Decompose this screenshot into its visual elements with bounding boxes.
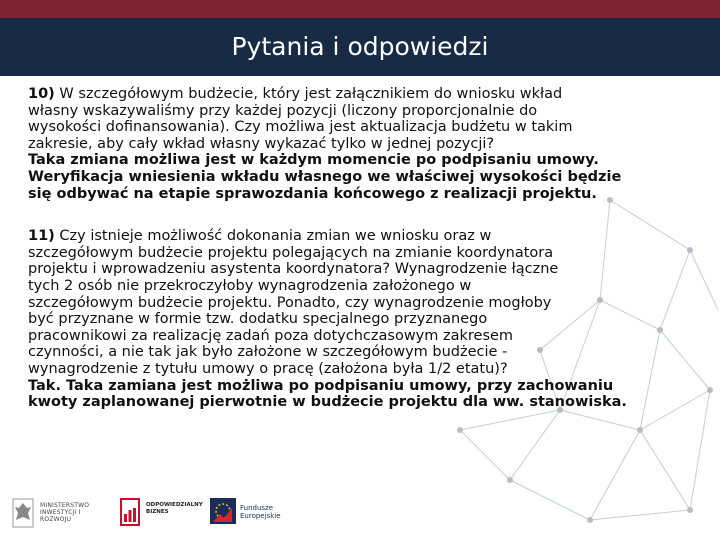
ministry-logo: [6, 490, 106, 536]
question-10: [28, 86, 648, 152]
answer-text-line: kwoty zaplanowanej pierwotnie w budżecie projektu dla ww. stanowiska.: [28, 394, 627, 411]
question-text-line: Czy istnieje możliwość dokonania zmian we wniosku oraz w: [59, 228, 492, 245]
answer-text-line: się odbywać na etapie sprawozdania końcowego z realizacji projektu.: [28, 185, 597, 202]
top-accent-stripe: [0, 0, 720, 18]
eagle-emblem-icon: [12, 498, 34, 528]
question-text-line: projektu i wprowadzeniu asystenta koordynatora? Wynagrodzenie łączne: [28, 261, 559, 278]
question-text-line: tych 2 osób nie przekroczyłoby wynagrodzenia założonego w: [28, 277, 472, 294]
answer-11: [28, 378, 648, 411]
qa-content: [28, 86, 648, 411]
question-text-line: wynagrodzenie z tytułu umowy o pracę (założona była 1/2 etatu)?: [28, 360, 508, 377]
paragraph-gap: [28, 202, 648, 228]
question-text-line: własny wskazywaliśmy przy każdej pozycji (liczony proporcjonalnie do: [28, 102, 538, 119]
fundusze-europejskie-logo: [208, 490, 298, 536]
odpowiedzialny-logo-text: ODPOWIEDZIALNY BIZNES: [146, 502, 203, 515]
fundusze-logo-text: Fundusze Europejskie: [240, 504, 281, 520]
answer-text-line: Taka zmiana możliwa jest w każdym momencie po podpisaniu umowy.: [28, 152, 599, 169]
question-number: 11): [28, 228, 55, 245]
question-text-line: szczegółowym budżecie projektu polegających na zmianie koordynatora: [28, 244, 554, 261]
answer-text-line: Weryfikacja wniesienia wkładu własnego we właściwej wysokości będzie: [28, 168, 622, 185]
slide-title: Pytania i odpowiedzi: [231, 32, 489, 61]
odpowiedzialny-biznes-logo: [118, 490, 208, 536]
question-text-line: wysokości dofinansowania). Czy możliwa jest aktualizacja budżetu w takim: [28, 119, 573, 136]
answer-text-line: Tak. Taka zamiana jest możliwa po podpisaniu umowy, przy zachowaniu: [28, 377, 614, 394]
ministry-logo-text: MINISTERSTWO INWESTYCJI I ROZWOJU: [40, 502, 90, 523]
bar-chart-icon: [124, 508, 136, 522]
question-text-line: być przyznane w formie tzw. dodatku specjalnego przyznanego: [28, 311, 488, 328]
fundusze-mark-icon: [210, 496, 236, 526]
question-number: 10): [28, 86, 55, 102]
question-text-line: pracownikowi za realizację zadań poza dotychczasowym zakresem: [28, 327, 514, 344]
question-text-line: zakresie, aby cały wkład własny wykazać tylko w jednej pozycji?: [28, 135, 495, 152]
question-text-line: czynności, a nie tak jak było założone w szczegółowym budżecie -: [28, 344, 508, 361]
question-text-line: szczegółowym budżecie projektu. Ponadto, czy wynagrodzenie mogłoby: [28, 294, 552, 311]
answer-10: [28, 152, 648, 202]
question-11: [28, 228, 648, 377]
question-text-line: W szczegółowym budżecie, który jest załącznikiem do wniosku wkład: [59, 86, 563, 102]
footer-logos: [0, 490, 720, 540]
